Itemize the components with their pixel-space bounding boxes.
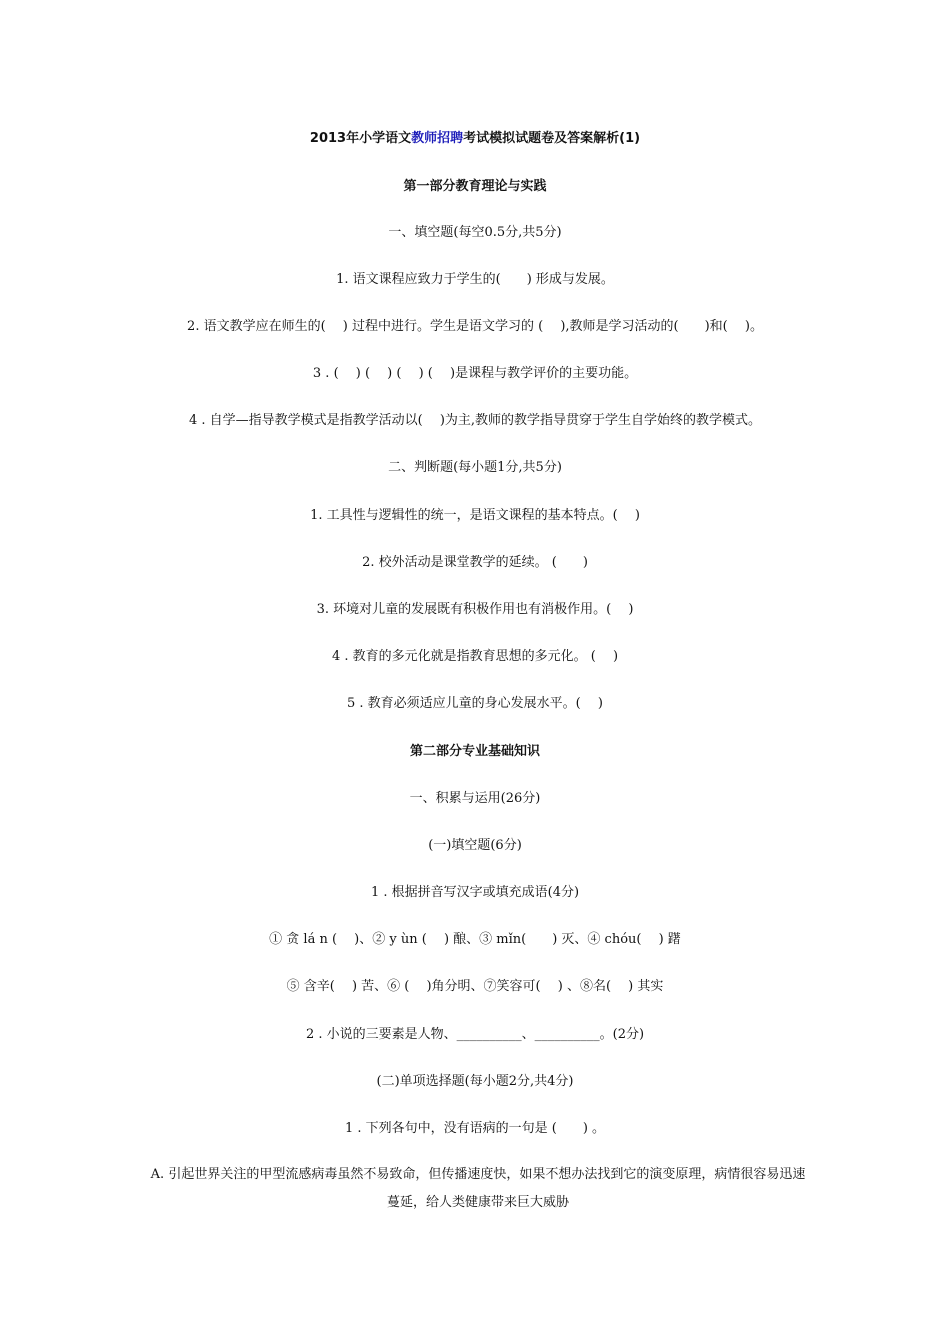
part2-sub2-question-1: 1 . 下列各句中，没有语病的一句是 ( ) 。 [344,1121,606,1136]
part1-judge-item-5: 5 . 教育必须适应儿童的身心发展水平。( ) [347,696,603,711]
document-title [0,131,950,147]
part1-judge-item-4: 4 . 教育的多元化就是指教育思想的多元化。 ( ) [331,649,619,664]
part1-section1-heading: 一、填空题(每空0.5分,共5分) [388,225,562,240]
part1-section2-heading: 二、判断题(每小题1分,共5分) [388,460,562,475]
part1-fill-item-2: 2. 语文教学应在师生的( ) 过程中进行。学生是语文学习的 ( ),教师是学习活动的( )和( )。 [187,319,763,334]
part2-sub1-question-2: 2 . 小说的三要素是人物、__________、__________。(2分) [305,1027,645,1042]
part2-sub1-question-1: 1 . 根据拼音写汉字或填充成语(4分) [370,885,580,900]
part1-fill-item-4: 4 . 自学—指导教学模式是指教学活动以( )为主,教师的教学指导贯穿于学生自学始终的教学模式。 [188,413,762,428]
part2-section1-heading: 一、积累与运用(26分) [409,791,541,806]
title-suffix: 考试模拟试题卷及答案解析(1) [463,131,641,146]
part1-heading: 第一部分教育理论与实践 [403,179,547,194]
part2-sub1-heading: (一)填空题(6分) [428,838,522,853]
part1-fill-item-1: 1. 语文课程应致力于学生的( ) 形成与发展。 [336,272,614,287]
title-prefix: 2013年小学语文 [309,131,412,146]
title-link[interactable]: 教师招聘 [411,131,464,146]
part2-sub2-heading: (二)单项选择题(每小题2分,共4分) [376,1074,574,1089]
part2-heading: 第二部分专业基础知识 [409,744,540,759]
part1-judge-item-2: 2. 校外活动是课堂教学的延续。 ( ) [362,555,588,570]
part2-pinyin-line-2: ⑤ 含辛( ) 苦、⑥ ( )角分明、⑦笑容可( ) 、⑧名( ) 其实 [286,979,664,994]
part1-judge-item-1: 1. 工具性与逻辑性的统一，是语文课程的基本特点。( ) [310,508,640,523]
part1-judge-item-3: 3. 环境对儿童的发展既有积极作用也有消极作用。( ) [316,602,634,617]
part2-pinyin-line-1: ① 贪 lá n ( )、② y ùn ( ) 酿、③ mǐn( ) 灭、④ chóu( ) 躇 [269,932,681,947]
option-a: A. 引起世界关注的甲型流感病毒虽然不易致命，但传播速度快，如果不想办法找到它的演变原理，病情很容易迅速蔓延，给人类健康带来巨大威胁 [150,1167,806,1210]
part1-fill-item-3: 3 . ( ) ( ) ( ) ( )是课程与教学评价的主要功能。 [312,366,638,381]
